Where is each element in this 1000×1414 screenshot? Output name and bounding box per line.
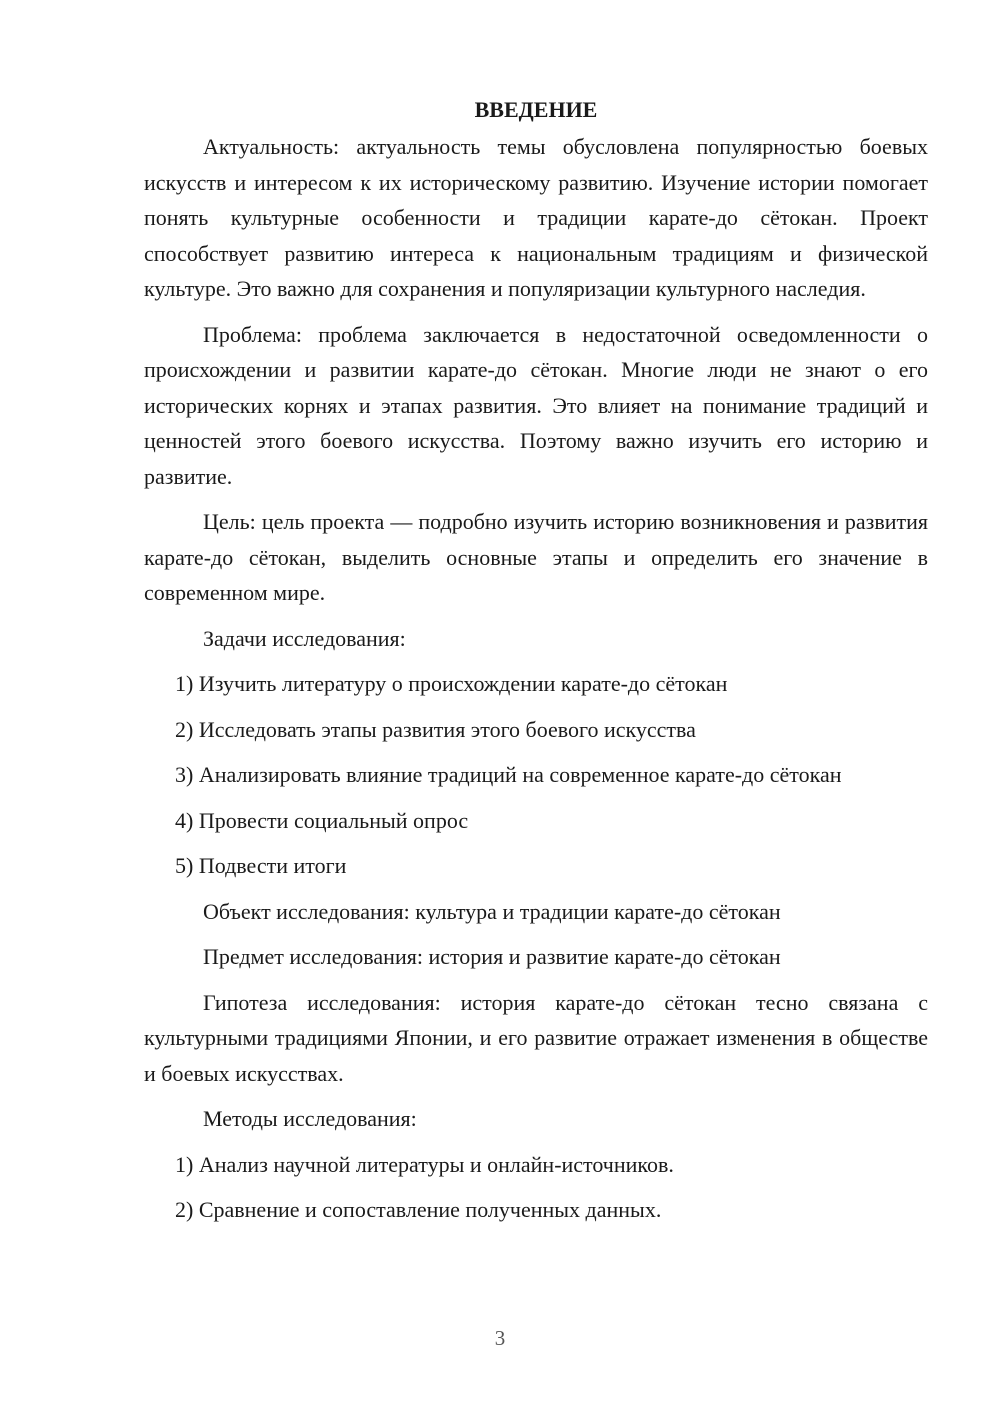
page-number: 3 [494, 1326, 506, 1350]
task-item-3: 3) Анализировать влияние традиций на современное карате-до сётокан [175, 762, 842, 787]
task-item-4: 4) Провести социальный опрос [175, 807, 469, 833]
hypothesis-paragraph: Гипотеза исследования: история карате-до сётокан тесно связана с культурными традициями Японии, и его развитие отражает изменения в обществе и боевых искусствах. [144, 989, 928, 1086]
task-item-5: 5) Подвести итоги [175, 853, 347, 878]
methods-heading: Методы исследования: [203, 1106, 417, 1131]
research-subject: Предмет исследования: история и развитие карате-до сётокан [203, 944, 781, 969]
task-item-1: 1) Изучить литературу о происхождении карате-до сётокан [175, 671, 728, 696]
method-item-2: 2) Сравнение и сопоставление полученных данных. [175, 1197, 662, 1222]
research-object: Объект исследования: культура и традиции карате-до сётокан [203, 898, 781, 924]
method-item-1: 1) Анализ научной литературы и онлайн-источников. [175, 1151, 674, 1177]
section-title: ВВЕДЕНИЕ [474, 97, 598, 122]
task-item-2: 2) Исследовать этапы развития этого боевого искусства [175, 716, 696, 742]
page-content [144, 92, 928, 1238]
relevance-paragraph: Актуальность: актуальность темы обусловлена популярностью боевых искусств и интересом к их историческому развитию. Изучение истории помогает понять культурные особенности и традиции карате-до сётокан. Проект способствует развитию интереса к национальным традициям и физической культуре. Это важно для сохранения и популяризации культурного наследия. [144, 134, 928, 301]
goal-paragraph: Цель: цель проекта — подробно изучить историю возникновения и развития карате-до сётокан, выделить основные этапы и определить его значение в современном мире. [144, 509, 928, 605]
problem-paragraph: Проблема: проблема заключается в недостаточной осведомленности о происхождении и развитии карате-до сётокан. Многие люди не знают о его исторических корнях и этапах развития. Это влияет на понимание традиций и ценностей этого боевого искусства. Поэтому важно изучить его историю и развитие. [144, 321, 928, 489]
tasks-heading: Задачи исследования: [203, 625, 406, 651]
